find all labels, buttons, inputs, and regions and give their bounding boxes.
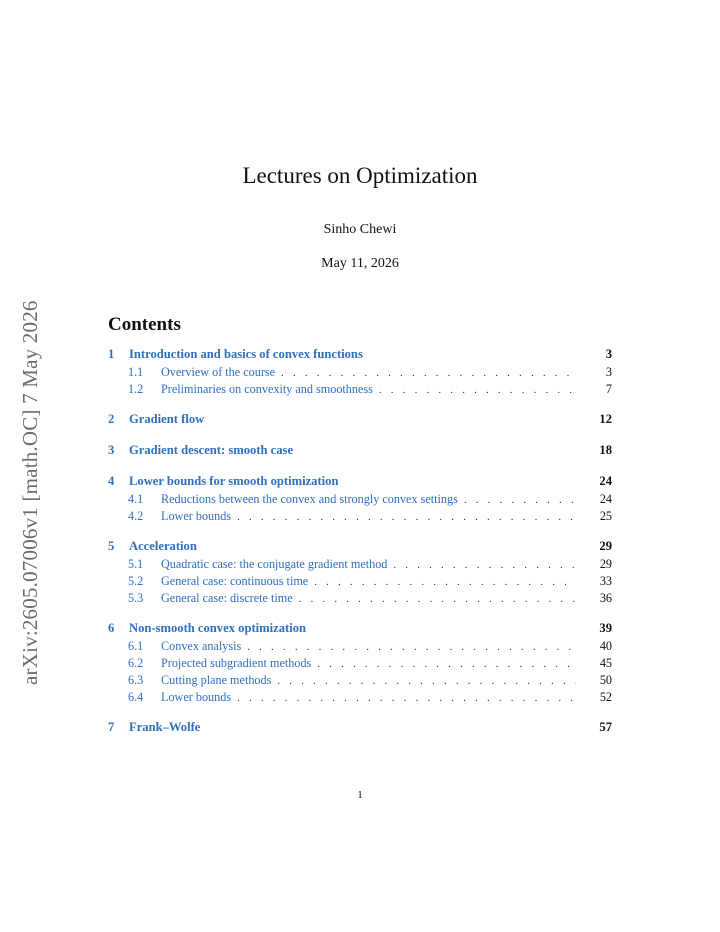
- toc-subsection-link[interactable]: [108, 557, 612, 574]
- toc-page-number: 24: [599, 492, 612, 506]
- toc-subsection-title[interactable]: Overview of the course: [161, 365, 276, 379]
- toc-chapter-link[interactable]: [108, 443, 612, 461]
- toc-leader-dots: [299, 593, 576, 605]
- toc-chapter-link[interactable]: [108, 474, 612, 492]
- toc-subsection-number: 4.2: [128, 509, 144, 523]
- toc-chapter-title[interactable]: Introduction and basics of convex functions: [129, 347, 363, 361]
- toc-leader-dots: [237, 511, 576, 523]
- toc-subsection-link[interactable]: [108, 639, 612, 656]
- toc-subsection-title[interactable]: Lower bounds: [161, 690, 232, 704]
- toc-chapter-link[interactable]: [108, 412, 612, 430]
- toc-leader-dots: [281, 367, 576, 379]
- toc-page-number: 25: [599, 509, 612, 523]
- toc-chapter-number: 3: [108, 443, 115, 457]
- toc-leader-dots: [379, 384, 576, 396]
- toc-page-number: 12: [599, 412, 612, 426]
- toc-page-number: 57: [599, 720, 612, 734]
- toc-subsection-title[interactable]: Preliminaries on convexity and smoothness: [161, 382, 373, 396]
- toc-chapter-number: 5: [108, 539, 115, 553]
- toc-leader-dots: [317, 658, 576, 670]
- toc-leader-dots: [314, 576, 576, 588]
- toc-leader-dots: [393, 559, 576, 571]
- toc-page-number: 18: [599, 443, 612, 457]
- toc-subsection-link[interactable]: [108, 382, 612, 399]
- toc-chapter-title[interactable]: Acceleration: [129, 539, 197, 553]
- toc-chapter-number: 1: [108, 347, 115, 361]
- toc-subsection-title[interactable]: Cutting plane methods: [161, 673, 272, 687]
- toc-subsection-title[interactable]: Lower bounds: [161, 509, 232, 523]
- toc-subsection-title[interactable]: Projected subgradient methods: [161, 656, 312, 670]
- toc-subsection-link[interactable]: [108, 365, 612, 382]
- toc-section: [108, 474, 612, 526]
- toc-chapter-title[interactable]: Lower bounds for smooth optimization: [129, 474, 339, 488]
- toc-chapter-title[interactable]: Non-smooth convex optimization: [129, 621, 307, 635]
- arxiv-stamp: arXiv:2605.07006v1 [math.OC] 7 May 2026: [18, 300, 42, 685]
- table-of-contents: [108, 347, 612, 751]
- toc-subsection-number: 6.3: [128, 673, 144, 687]
- toc-page-number: 40: [599, 639, 612, 653]
- toc-section: [108, 621, 612, 707]
- toc-leader-dots: [237, 692, 576, 704]
- toc-page-number: 50: [599, 673, 612, 687]
- toc-subsection-number: 4.1: [128, 492, 144, 506]
- paper-date: May 11, 2026: [321, 256, 399, 271]
- toc-subsection-link[interactable]: [108, 656, 612, 673]
- toc-subsection-number: 6.2: [128, 656, 144, 670]
- toc-chapter-number: 2: [108, 412, 115, 426]
- toc-chapter-link[interactable]: [108, 720, 612, 738]
- toc-subsection-number: 5.3: [128, 591, 144, 605]
- toc-chapter-title[interactable]: Gradient descent: smooth case: [129, 443, 294, 457]
- paper-title: Lectures on Optimization: [242, 163, 478, 188]
- toc-section: [108, 539, 612, 608]
- contents-heading: Contents: [108, 314, 181, 335]
- toc-chapter-link[interactable]: [108, 347, 612, 365]
- toc-subsection-title[interactable]: Reductions between the convex and strongly convex settings: [161, 492, 458, 506]
- toc-subsection-number: 6.4: [128, 690, 144, 704]
- toc-chapter-number: 7: [108, 720, 115, 734]
- toc-chapter-number: 6: [108, 621, 115, 635]
- toc-chapter-number: 4: [108, 474, 115, 488]
- author-name: Sinho Chewi: [323, 222, 397, 237]
- toc-subsection-number: 1.2: [128, 382, 144, 396]
- toc-subsection-number: 6.1: [128, 639, 144, 653]
- toc-subsection-title[interactable]: Quadratic case: the conjugate gradient method: [161, 557, 388, 571]
- toc-subsection-link[interactable]: [108, 690, 612, 707]
- toc-page-number: 29: [599, 539, 612, 553]
- toc-page-number: 39: [599, 621, 612, 635]
- toc-chapter-title[interactable]: Gradient flow: [129, 412, 205, 426]
- toc-chapter-link[interactable]: [108, 621, 612, 639]
- toc-leader-dots: [277, 675, 576, 687]
- toc-subsection-link[interactable]: [108, 673, 612, 690]
- toc-section: [108, 412, 612, 430]
- page-number: 1: [357, 789, 363, 801]
- toc-page-number: 24: [599, 474, 612, 488]
- toc-subsection-number: 5.1: [128, 557, 144, 571]
- toc-page-number: 29: [599, 557, 612, 571]
- toc-subsection-link[interactable]: [108, 591, 612, 608]
- toc-subsection-link[interactable]: [108, 574, 612, 591]
- toc-chapter-link[interactable]: [108, 539, 612, 557]
- toc-page-number: 33: [599, 574, 612, 588]
- toc-page-number: 52: [599, 690, 612, 704]
- toc-page-number: 36: [599, 591, 612, 605]
- toc-section: [108, 443, 612, 461]
- toc-subsection-title[interactable]: General case: discrete time: [161, 591, 293, 605]
- toc-page-number: 45: [599, 656, 612, 670]
- toc-section: [108, 720, 612, 738]
- toc-subsection-number: 1.1: [128, 365, 144, 379]
- toc-subsection-title[interactable]: General case: continuous time: [161, 574, 309, 588]
- toc-chapter-title[interactable]: Frank–Wolfe: [129, 720, 201, 734]
- toc-subsection-number: 5.2: [128, 574, 144, 588]
- toc-leader-dots: [464, 494, 576, 506]
- toc-page-number: 3: [605, 347, 612, 361]
- toc-leader-dots: [247, 641, 576, 653]
- toc-subsection-title[interactable]: Convex analysis: [161, 639, 242, 653]
- toc-subsection-link[interactable]: [108, 509, 612, 526]
- toc-page-number: 3: [605, 365, 612, 379]
- toc-subsection-link[interactable]: [108, 492, 612, 509]
- toc-section: [108, 347, 612, 399]
- toc-page-number: 7: [605, 382, 612, 396]
